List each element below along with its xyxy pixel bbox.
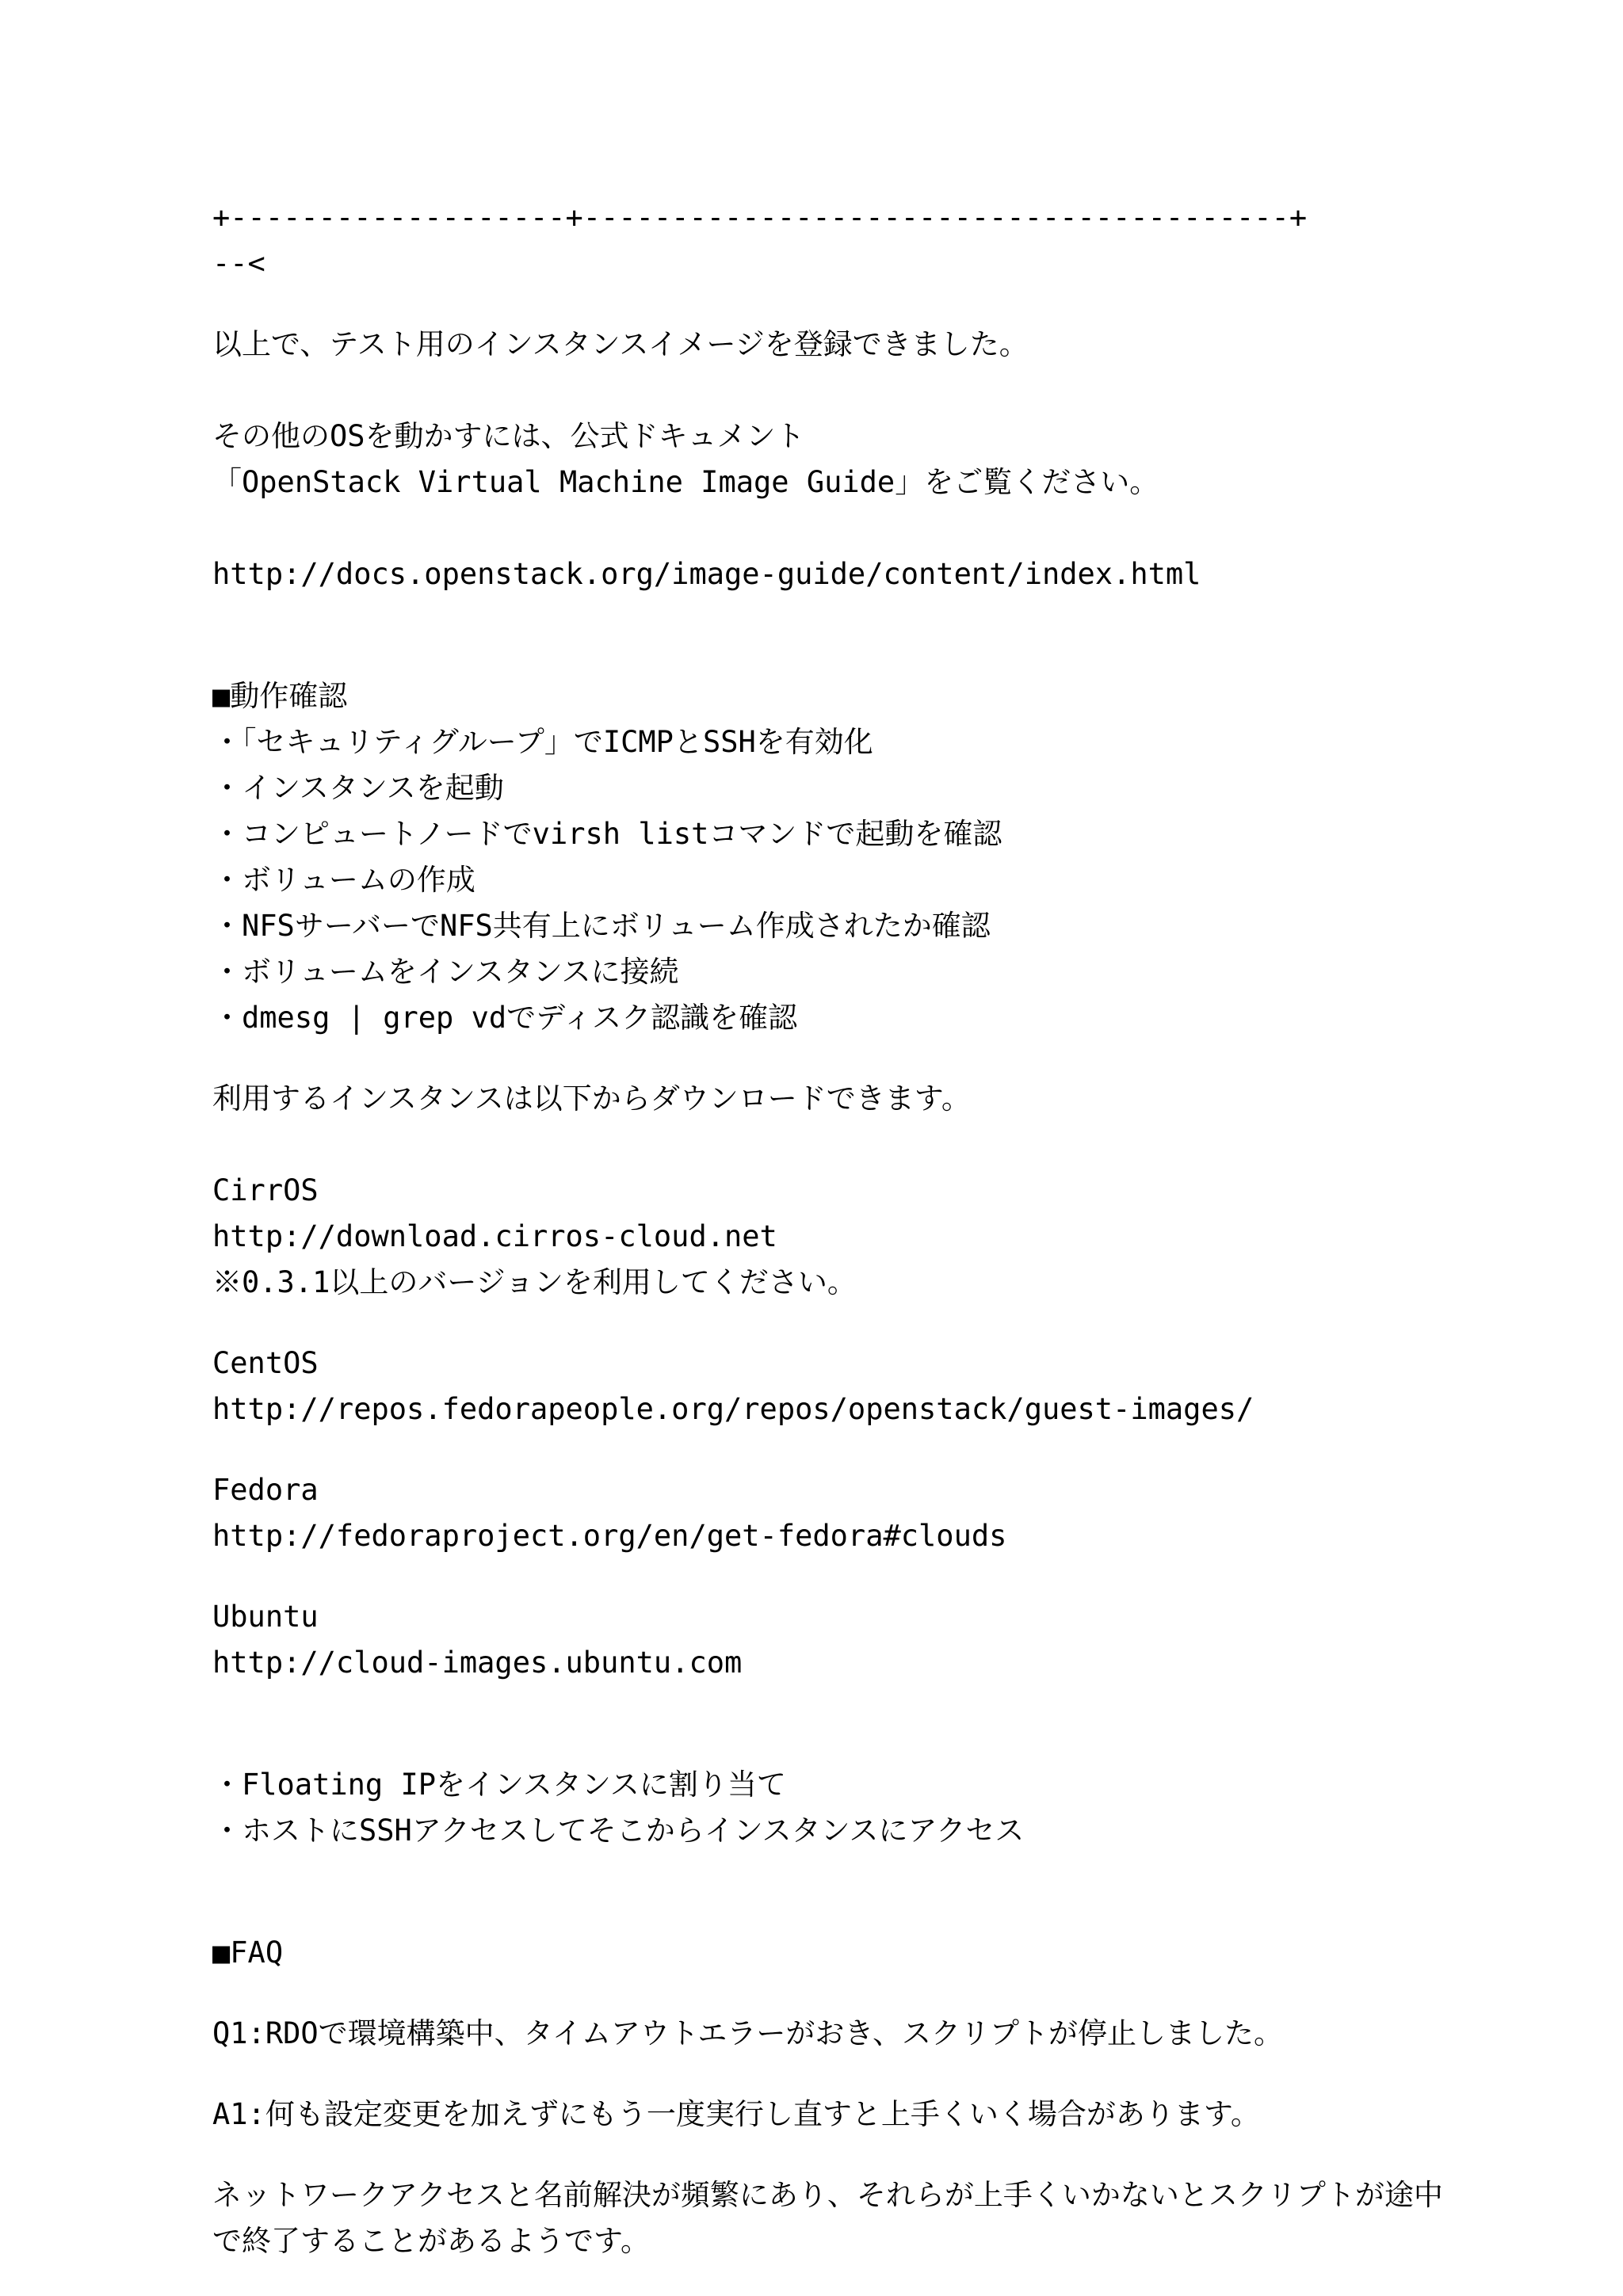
faq-explanation: ネットワークアクセスと名前解決が頻繁にあり、それらが上手くいかないとスクリプトが途中で終了することがあるようです。 [212, 2178, 1443, 2258]
access-item: ・Floating IPをインスタンスに割り当て [212, 1768, 786, 1802]
verification-item: ・ボリュームの作成 [212, 863, 475, 897]
verification-heading: ■動作確認 [212, 679, 348, 713]
image-name-ubuntu: Ubuntu [212, 1600, 319, 1634]
verification-item: ・インスタンスを起動 [212, 771, 504, 805]
image-name-fedora: Fedora [212, 1473, 319, 1507]
faq-heading: ■FAQ [212, 1936, 284, 1970]
image-name-centos: CentOS [212, 1346, 319, 1380]
verification-item: ・「セキュリティグループ」でICMPとSSHを有効化 [212, 725, 873, 759]
image-url-cirros: http://download.cirros-cloud.net [212, 1219, 777, 1253]
guide-url: http://docs.openstack.org/image-guide/content/index.html [212, 557, 1201, 591]
faq-answer-1: A1:何も設定変更を加えずにもう一度実行し直すと上手くいく場合があります。 [212, 2097, 1260, 2131]
document-page [212, 195, 1449, 2264]
guide-title-text: 「OpenStack Virtual Machine Image Guide」をご覧ください。 [212, 465, 1159, 499]
image-note-cirros: ※0.3.1以上のバージョンを利用してください。 [212, 1265, 857, 1299]
verification-item: ・ボリュームをインスタンスに接続 [212, 955, 679, 989]
image-url-fedora: http://fedoraproject.org/en/get-fedora#clouds [212, 1519, 1007, 1553]
download-note: 利用するインスタンスは以下からダウンロードできます。 [212, 1081, 971, 1116]
table-border-tail: --< [212, 246, 265, 280]
table-border-line: +-------------------+----------------------------------------+ [212, 200, 1308, 235]
image-name-cirros: CirrOS [212, 1173, 319, 1207]
verification-item: ・コンピュートノードでvirsh listコマンドで起動を確認 [212, 817, 1002, 851]
image-url-centos: http://repos.fedorapeople.org/repos/openstack/guest-images/ [212, 1392, 1254, 1426]
verification-item: ・NFSサーバーでNFS共有上にボリューム作成されたか確認 [212, 909, 991, 943]
registered-text: 以上で、テスト用のインスタンスイメージを登録できました。 [212, 327, 1029, 361]
faq-question-1: Q1:RDOで環境構築中、タイムアウトエラーがおき、スクリプトが停止しました。 [212, 2016, 1283, 2050]
access-item: ・ホストにSSHアクセスしてそこからインスタンスにアクセス [212, 1814, 1025, 1848]
verification-item: ・dmesg | grep vdでディスク認識を確認 [212, 1001, 798, 1035]
image-url-ubuntu: http://cloud-images.ubuntu.com [212, 1646, 743, 1680]
other-os-text: その他のOSを動かすには、公式ドキュメント [212, 419, 805, 453]
